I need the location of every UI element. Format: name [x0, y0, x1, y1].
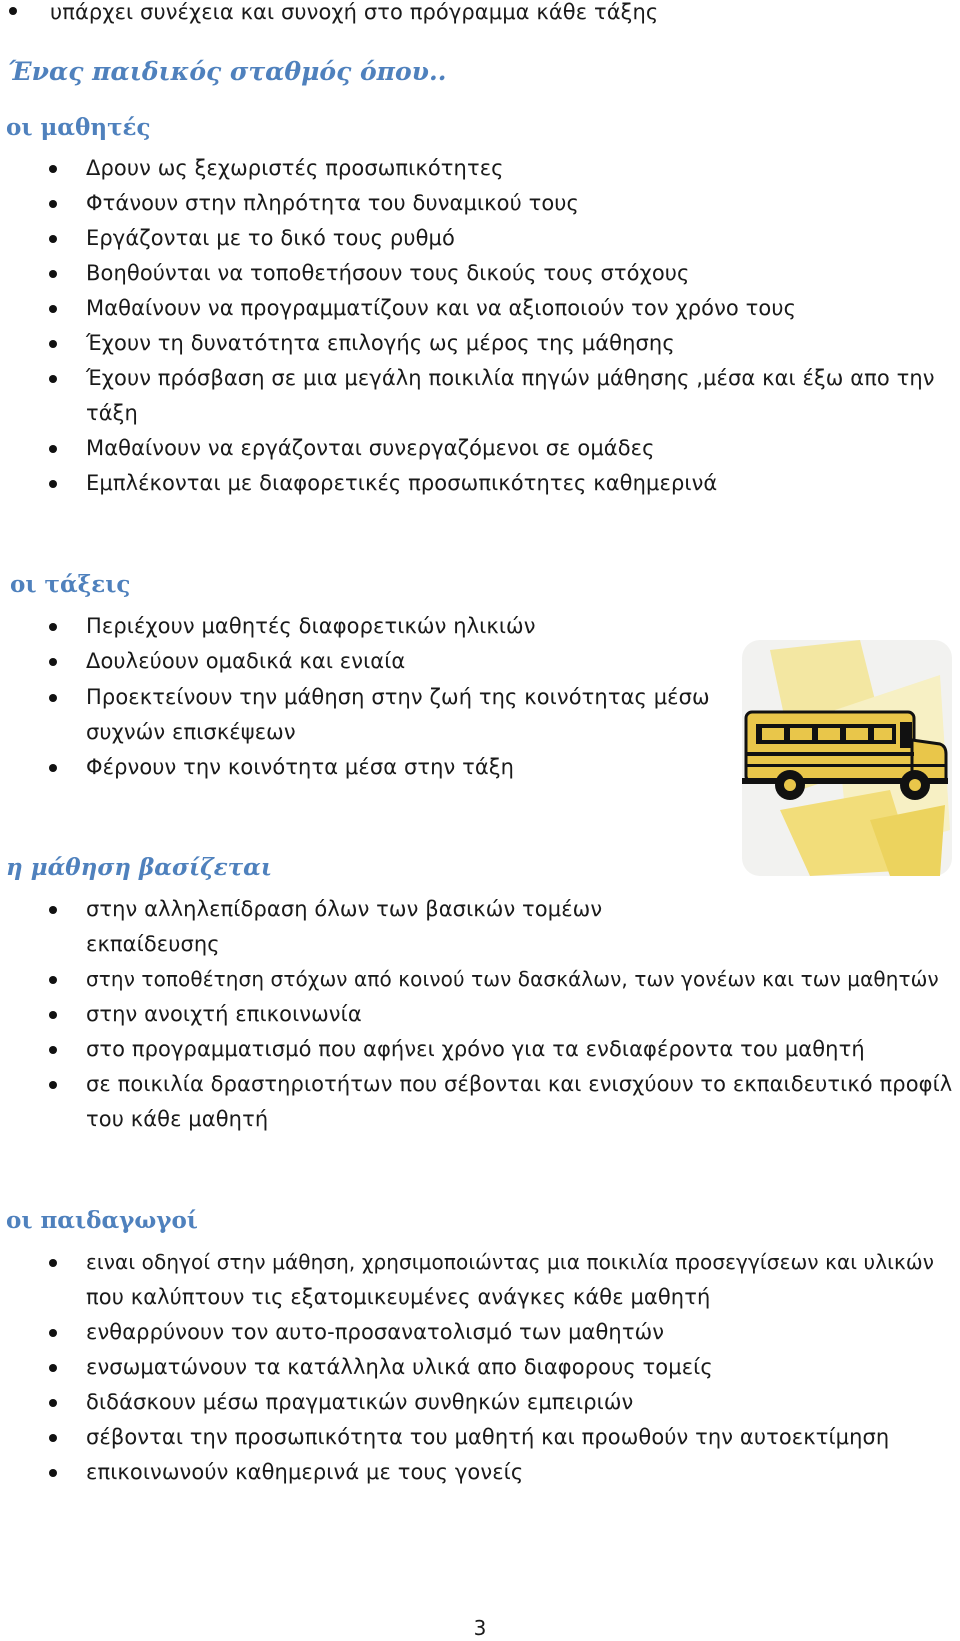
list-item: στην ανοιχτή επικοινωνία: [86, 1002, 362, 1026]
bullet-marker: [49, 1329, 57, 1337]
bullet-marker: [49, 445, 57, 453]
list-item: Περιέχουν μαθητές διαφορετικών ηλικιών: [86, 614, 536, 638]
bullet-marker: [49, 270, 57, 278]
bullet-marker: [49, 1011, 57, 1019]
learning-heading: η μάθηση βασίζεται: [6, 854, 272, 881]
bullet-marker: [49, 1081, 57, 1089]
list-item-continuation: συχνών επισκέψεων: [86, 720, 296, 744]
classes-heading: οι τάξεις: [10, 571, 131, 598]
list-item: Μαθαίνουν να εργάζονται συνεργαζόμενοι σε ομάδες: [86, 436, 655, 460]
school-bus-icon: [740, 640, 954, 876]
list-item-continuation: τάξη: [86, 401, 138, 425]
bullet-marker: [49, 1469, 57, 1477]
list-item: Έχουν πρόσβαση σε μια μεγάλη ποικιλία πηγών μάθησης ,μέσα και έξω απο την: [86, 366, 935, 390]
list-item: διδάσκουν μέσω πραγματικών συνθηκών εμπειριών: [86, 1390, 634, 1414]
educators-heading: οι παιδαγωγοί: [6, 1207, 198, 1234]
list-item: στην τοποθέτηση στόχων από κοινού των δασκάλων, των γονέων και των μαθητών: [86, 967, 939, 991]
bullet-marker: [49, 1046, 57, 1054]
bullet-marker: [49, 340, 57, 348]
list-item: Φέρνουν την κοινότητα μέσα στην τάξη: [86, 755, 515, 779]
bullet-marker: [49, 1399, 57, 1407]
list-item: Δρουν ως ξεχωριστές προσωπικότητες: [86, 156, 504, 180]
bullet-marker: [49, 235, 57, 243]
list-item: Προεκτείνουν την μάθηση στην ζωή της κοινότητας μέσω: [86, 685, 710, 709]
bullet-marker: [49, 1434, 57, 1442]
bullet-marker: [49, 906, 57, 914]
list-item: Εμπλέκονται με διαφορετικές προσωπικότητες καθημερινά: [86, 471, 718, 495]
list-item: υπάρχει συνέχεια και συνοχή στο πρόγραμμα κάθε τάξης: [50, 0, 659, 24]
page-number: 3: [473, 1616, 487, 1640]
list-item: Δουλεύουν ομαδικά και ενιαία: [86, 649, 406, 673]
bullet-marker: [49, 305, 57, 313]
bullet-marker: [49, 623, 57, 631]
list-item-continuation: που καλύπτουν τις εξατομικευμένες ανάγκες κάθε μαθητή: [86, 1285, 711, 1309]
list-item: Μαθαίνουν να προγραμματίζουν και να αξιοποιούν τον χρόνο τους: [86, 296, 796, 320]
list-item: ειναι οδηγοί στην μάθηση, χρησιμοποιώντας μια ποικιλία προσεγγίσεων και υλικών: [86, 1250, 935, 1274]
list-item: Φτάνουν στην πληρότητα του δυναμικού τους: [86, 191, 579, 215]
list-item: σέβονται την προσωπικότητα του μαθητή και προωθούν την αυτοεκτίμηση: [86, 1425, 890, 1449]
list-item-continuation: εκπαίδευσης: [86, 932, 220, 956]
section-title: Ένας παιδικός σταθμός όπου..: [8, 57, 447, 86]
bullet-marker: [9, 7, 17, 15]
bullet-marker: [49, 764, 57, 772]
bullet-marker: [49, 480, 57, 488]
list-item: Βοηθούνται να τοποθετήσουν τους δικούς τους στόχους: [86, 261, 690, 285]
list-item: ενσωματώνουν τα κατάλληλα υλικά απο διαφορους τομείς: [86, 1355, 713, 1379]
bullet-marker: [49, 165, 57, 173]
bullet-marker: [49, 1364, 57, 1372]
students-heading: οι μαθητές: [6, 114, 151, 141]
list-item-continuation: του κάθε μαθητή: [86, 1107, 269, 1131]
list-item: Έχουν τη δυνατότητα επιλογής ως μέρος της μάθησης: [86, 331, 675, 355]
bullet-marker: [49, 375, 57, 383]
bullet-marker: [49, 694, 57, 702]
list-item: σε ποικιλία δραστηριοτήτων που σέβονται και ενισχύουν το εκπαιδευτικό προφίλ: [86, 1072, 953, 1096]
bullet-marker: [49, 1259, 57, 1267]
list-item: στο προγραμματισμό που αφήνει χρόνο για τα ενδιαφέροντα του μαθητή: [86, 1037, 865, 1061]
list-item: ενθαρρύνουν τον αυτο-προσανατολισμό των μαθητών: [86, 1320, 665, 1344]
list-item: επικοινωνούν καθημερινά με τους γονείς: [86, 1460, 524, 1484]
list-item: Εργάζονται με το δικό τους ρυθμό: [86, 226, 455, 250]
list-item: στην αλληλεπίδραση όλων των βασικών τομέων: [86, 897, 603, 921]
bullet-marker: [49, 658, 57, 666]
bullet-marker: [49, 976, 57, 984]
bullet-marker: [49, 200, 57, 208]
